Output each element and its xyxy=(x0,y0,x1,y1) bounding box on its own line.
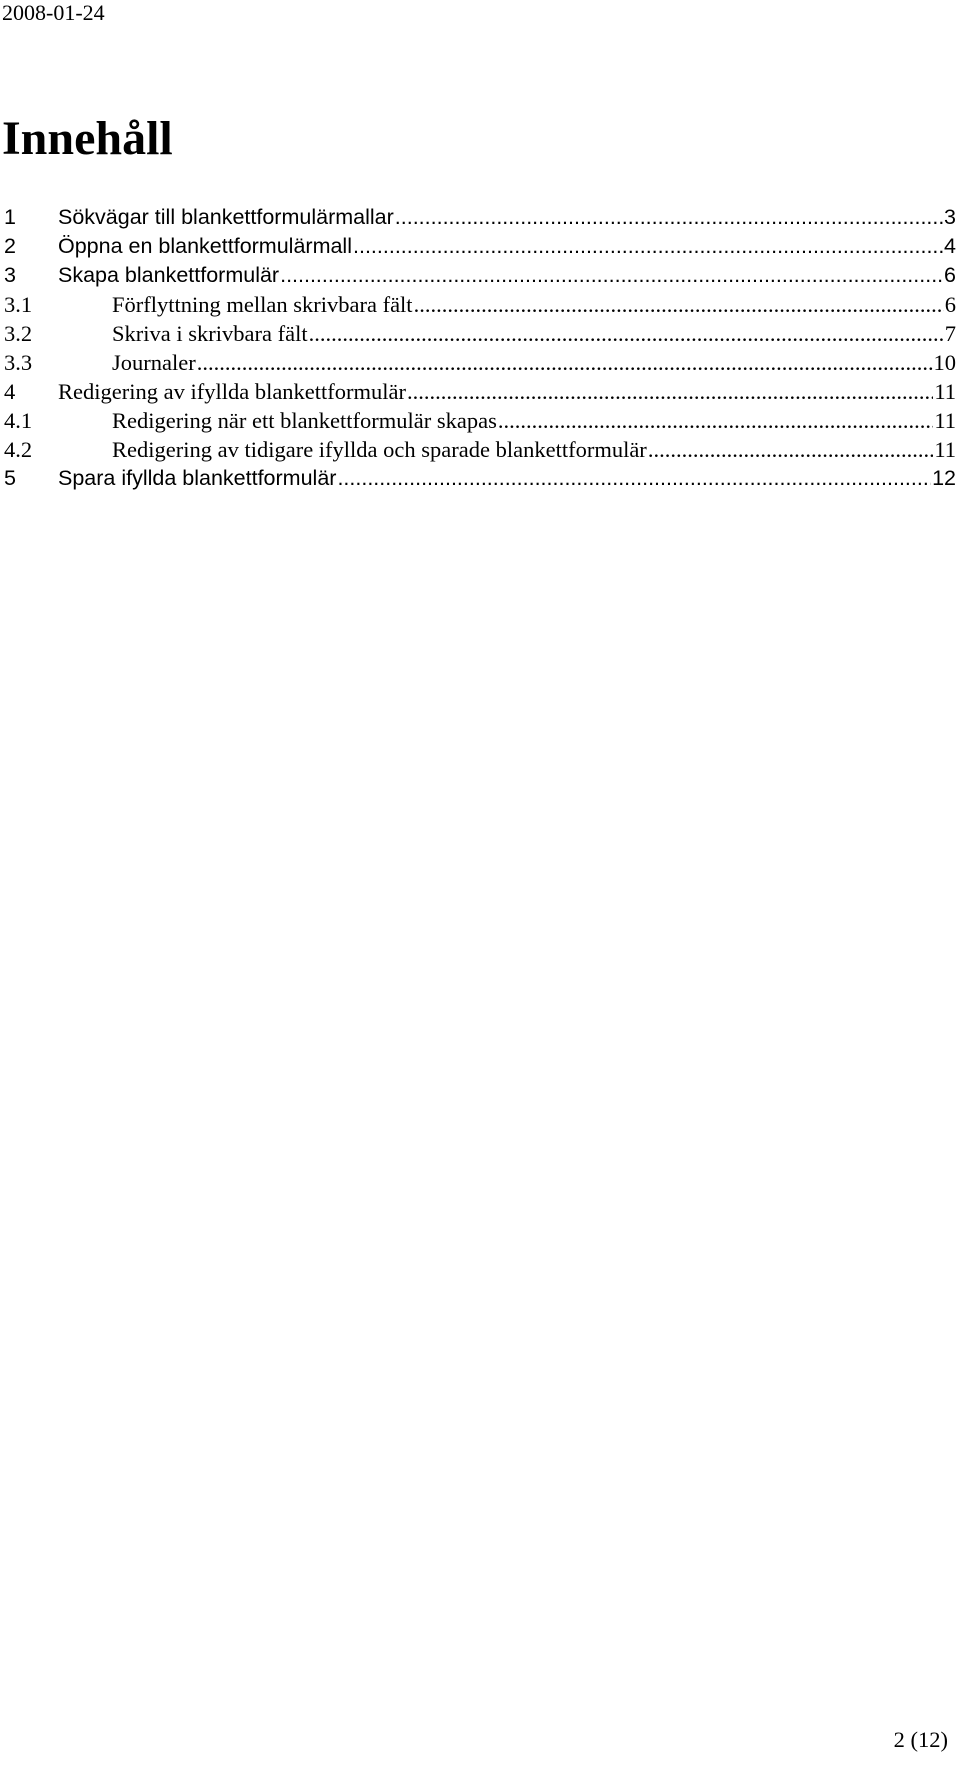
toc-entry-title: Förflyttning mellan skrivbara fält xyxy=(112,292,413,317)
toc-entry-page: 4 xyxy=(944,234,956,258)
toc-dot-leader xyxy=(353,232,943,261)
toc-entry-page: 12 xyxy=(932,466,956,490)
toc-dot-leader xyxy=(309,319,944,348)
toc-entry-3-2[interactable] xyxy=(4,319,956,348)
toc-dot-leader xyxy=(197,348,933,377)
page-date: 2008-01-24 xyxy=(2,0,105,25)
toc-dot-leader xyxy=(648,435,934,464)
page-number: 2 (12) xyxy=(893,1727,948,1752)
toc-entry-page: 7 xyxy=(944,321,956,346)
toc-entry-3-3[interactable] xyxy=(4,348,956,377)
toc-entry-title: Redigering av tidigare ifyllda och sparade blankettformulär xyxy=(112,437,647,462)
toc-entry-page: 11 xyxy=(934,379,956,404)
toc-entry-title: Skriva i skrivbara fält xyxy=(112,321,308,346)
toc-dot-leader xyxy=(395,203,943,232)
toc-dot-leader xyxy=(414,290,944,319)
toc-entry-number: 2 xyxy=(4,234,16,258)
toc-entry-number: 4.2 xyxy=(4,437,33,462)
toc-entry-title: Spara ifyllda blankettformulär xyxy=(58,466,337,490)
toc-entry-page: 6 xyxy=(944,263,956,287)
toc-entry-4-2[interactable] xyxy=(4,435,956,464)
toc-entry-title: Sökvägar till blankettformulärmallar xyxy=(58,205,394,229)
toc-entry-number: 4 xyxy=(4,379,16,404)
toc-heading: Innehåll xyxy=(2,112,173,165)
toc-entry-page: 10 xyxy=(933,350,956,375)
toc-entry-1[interactable] xyxy=(4,203,956,232)
toc-entry-number: 3.3 xyxy=(4,350,33,375)
toc-entry-5[interactable] xyxy=(4,464,956,493)
toc-entry-4[interactable] xyxy=(4,377,956,406)
toc-dot-leader xyxy=(280,261,943,290)
toc-entry-2[interactable] xyxy=(4,232,956,261)
toc-entry-page: 11 xyxy=(934,408,956,433)
toc-entry-4-1[interactable] xyxy=(4,406,956,435)
toc-entry-number: 3.2 xyxy=(4,321,33,346)
toc-entry-title: Redigering av ifyllda blankettformulär xyxy=(58,379,407,404)
toc-entry-title: Journaler xyxy=(112,350,196,375)
toc-entry-title: Redigering när ett blankettformulär skapas xyxy=(112,408,497,433)
toc-entry-page: 6 xyxy=(944,292,956,317)
toc-entry-number: 3.1 xyxy=(4,292,33,317)
toc-entry-3-1[interactable] xyxy=(4,290,956,319)
toc-entry-page: 3 xyxy=(944,205,956,229)
toc-entry-page: 11 xyxy=(934,437,956,462)
toc-dot-leader xyxy=(407,377,933,406)
toc-entry-number: 3 xyxy=(4,263,16,287)
toc-dot-leader xyxy=(337,464,931,493)
toc-dot-leader xyxy=(498,406,933,435)
toc-entry-title: Öppna en blankettformulärmall xyxy=(58,234,352,258)
table-of-contents xyxy=(4,203,956,493)
toc-entry-number: 1 xyxy=(4,205,16,229)
toc-entry-number: 5 xyxy=(4,466,16,490)
toc-entry-title: Skapa blankettformulär xyxy=(58,263,280,287)
toc-entry-3[interactable] xyxy=(4,261,956,290)
toc-entry-number: 4.1 xyxy=(4,408,33,433)
